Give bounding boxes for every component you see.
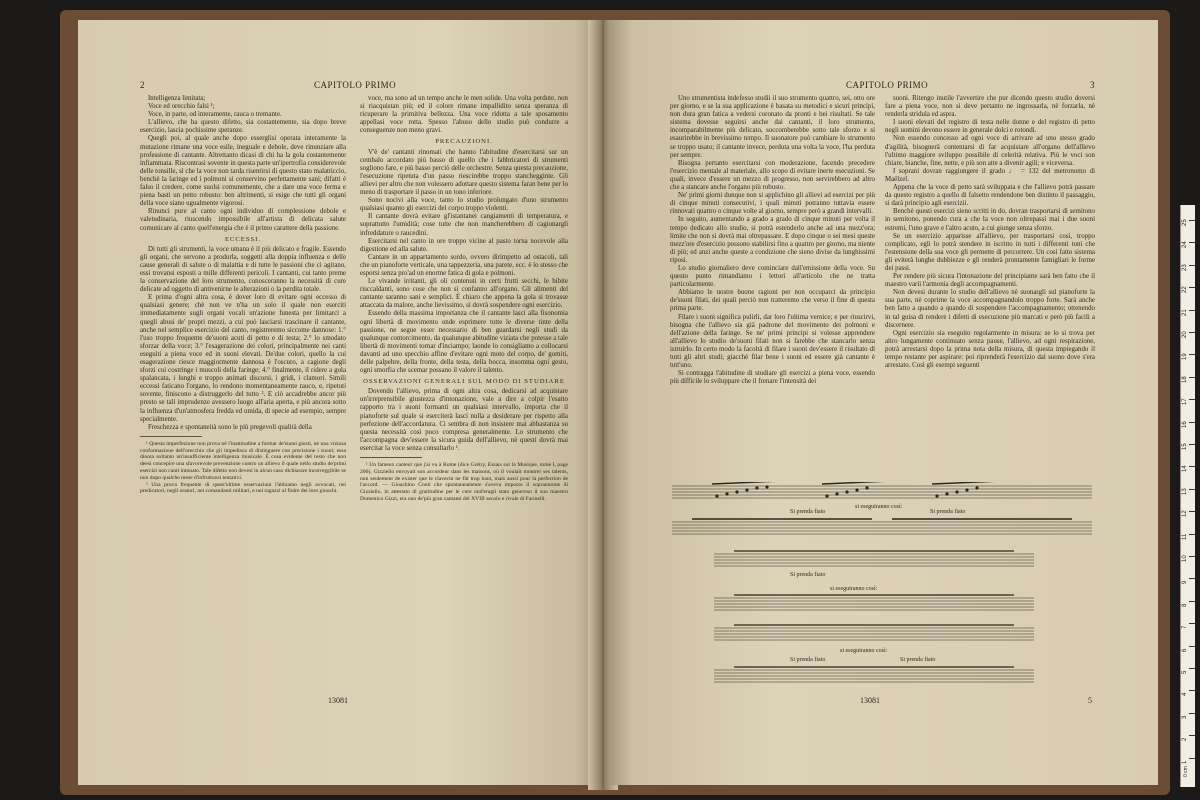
ruler-number: 22 (1182, 286, 1188, 294)
left-running-head: CAPITOLO PRIMO (314, 80, 397, 90)
left-plate-number: 13081 (328, 696, 348, 705)
music-staff (714, 666, 1044, 686)
paragraph: Freschezza e spontaneità sono le più pregevoli qualità della (148, 423, 312, 431)
ruler-number: 23 (1182, 264, 1188, 271)
music-example-2 (672, 518, 1102, 538)
paragraph: Abbiamo le nostre buone ragioni per non occuparci da principio de'suoni filati, dei quali perciò non tratteremo che verso il fine di questa prima parte. (670, 289, 875, 313)
music-label-breath: Si prenda fiato (930, 509, 966, 515)
music-label-breath: Si prenda fiato (900, 657, 936, 663)
right-page-number: 3 (1090, 80, 1095, 90)
paragraph: In seguito, aumentando a grado a grado di cinque minuti per volta il tempo dedicato allo studio, si potrà estenderlo anche ad una mezz'ora; limite che non si dovrà mai oltrepassare. E dopo cinque o sei mesi queste mezz'ore d'esercizio possono stabilirsi fino a quattro per giorno, ma niente di più; ed anzi anche queste a condizione che sieno divise da lunghissimi riposi. (670, 216, 875, 264)
ruler-tick (1189, 758, 1195, 759)
ruler-tick (1189, 668, 1195, 669)
ruler-number: 7 (1182, 625, 1188, 630)
music-example-1 (672, 482, 1102, 502)
ruler-tick (1189, 735, 1195, 736)
paragraph: Bisogna pertanto esercitarsi con moderazione, facendo precedere l'esercizio mentale al materiale, allo scopo di evitare inerte esecuzioni. Se quali, invece d'essere un mezzo di progresso, non servirebbero ad altro che a stancare anche l'organo più robusto. (670, 159, 875, 192)
paragraph: Non devesi durante lo studio dell'allievo nè suonargli sul pianoforte la sua parte, nè coprirne la voce accompagnandolo troppo forte. Sarà anche ben fatto a quando a quando di sospendere l'accompagnamento; ottenendo in tal guisa di rendere i difetti di esecuzione più marcati e però più facili a discernere. (885, 289, 1095, 329)
ruler-tick (1189, 601, 1195, 602)
ruler-number: 10 (1182, 555, 1188, 562)
footnote-rule (140, 436, 202, 437)
paragraph: V'è de' cantanti rinomati che hanno l'abitudine d'esercitarsi sur un cembalo accordato più basso di quello che i fabbricatori di strumenti sogliono fare, e più basso perciò delle orchestre. Senza questa precauzione, l'esecuzione ripetuta d'un passo riescirebbe troppo stanchegginte. Gli allievi per altro che non volessero adottare questo sistema faran bene per lo meno di trasportare il passo in un tono inferiore. (360, 148, 568, 197)
ruler-tick (1189, 489, 1195, 490)
music-label-breath: Si prenda fiato (790, 509, 826, 515)
ruler-number: 21 (1182, 308, 1188, 316)
ruler-tick (1189, 265, 1195, 266)
section-heading: PRECAUZIONI. (435, 138, 493, 146)
ruler-tick (1189, 332, 1195, 333)
ruler-tick (1189, 287, 1195, 288)
footnote: ² Una prova frequente di quest'ultime osservazioni l'abbiamo negli avvocati, nei predicatori, negli oratori, nei comandanti militari, e nei ragazzi al finire dei loro giuochi. (140, 481, 346, 495)
paragraph: Appena che la voce di petto sarà sviluppata e che l'allievo potrà passare da questo registro a quello di falsetto rendendone ben distinto il passaggio, si darà principio agli esercizii. (885, 184, 1095, 208)
ruler-number: 11 (1182, 533, 1188, 540)
ruler-number: 14 (1182, 465, 1188, 473)
paragraph: Dovendo l'allievo, prima di ogni altra cosa, dedicarsi ad acquistare un'irreprensibile giustezza d'intonazione, vale a dire a colpir l'esatto rapporto tra i suoni formanti un qualsiasi intervallo, importa che il pianoforte sul quale si eserciterà lasci nulla a desiderare per rispetto alla perfezione dell'accordatura. Ci sembra di non insistere mai abbastanza su questa necessità così poco compresa generalmente. Lo strumento che l'accompagna dev'essere la sicura guida dell'allievo, nè questi dovrà mai esercitar la voce senza consultarlo ¹. (360, 388, 568, 452)
music-staff (672, 482, 1102, 502)
ruler-tick (1189, 220, 1195, 221)
paragraph: E prima d'ogni altra cosa, è dover loro di evitare ogni eccesso di qualsiasi genere; chè non ve n'ha un solo il quale non eserciti immediatamente sugli organi vocali un'azione funesta per limitarci a quegli abusi de' propri mezzi, a cui può lasciarsi trascinare il cantante, anche nel semplice esercizio del canto, registreremo siccome dannose: 1.° l'uso troppo frequente de'suoni acuti di petto e di testa; 2.° lo smodato sforzar della voce; 3.° l'esagerazione dei colori, principalmente nei canti eseguiti a piena voce ed in suoni elevati. De'due colori, quello la cui esagerazione riesce maggiormente dannosa è l'oscuro, a cagione degli sforzi cui costringe i muscoli della faringe; 4.° finalmente, il ridere a gola spalancata, i lunghi e troppo animati discorsi, i gridi, i clamori. Simili eccessi faticano l'organo, lo rendono momentaneamente rauco, e, ripetuti sovente, finiscono a distruggerlo del tutto ². E ciò accadrebbe ancor più presto se tali imprudenze avessero luogo all'aria aperta, e più ancora sotto la influenza d'un'atmosfera fredda ed umida, di specie ad esempio, sempre specialmente. (140, 294, 346, 423)
paragraph: Il cantante dovrà evitare gl'istantanei cangiamenti di temperatura, e soprattutto l'umidità; cose tutte che non mancherebbero di cagionargli infreddature o raucedini. (360, 213, 568, 237)
paragraph: Se un esercizio apparisse all'allievo, per trasportarsi così, troppo complicato, egli lo potrà stendere in iscritto in tutti i differenti toni che l'estensione della sua voce gli permette di percorrere. Un così fatto sistema gli eviterà lunghe dubbiezze e gli renderà prontamente famigliari le forme dei passi. (885, 232, 1095, 272)
music-staff (714, 624, 1044, 644)
right-column-2 (885, 95, 1095, 490)
paragraph: Cantare in un appartamento sordo, ovvero dirimpetto ad ostacoli, tali che un pianoforte verticale, una tappezzeria, una parete, ecc. è lo stesso che esporsi senza pro'ad un enorme fatica di gola e polmoni. (360, 253, 568, 277)
right-running-head: CAPITOLO PRIMO (846, 80, 929, 90)
footnote-rule (360, 457, 422, 458)
ruler-number: 2 (1182, 737, 1188, 742)
ruler-number: 1 (1182, 760, 1188, 764)
ruler-number: 9 (1182, 581, 1188, 585)
ruler-tick (1189, 511, 1195, 512)
paragraph: Ne' primi giorni dunque non si applichino gli allievi ad esercizi per più di cinque minuti consecutivi, i quali minuti potranno tuttavia essere rinnovati quattro o cinque volte al giorno, sempre però a grandi intervalli. (670, 192, 875, 216)
paragraph: Voce ed orecchio falsi ¹; (148, 103, 215, 111)
left-page (78, 20, 596, 785)
paragraph: Filare i suoni significa pulirli, dar loro l'ultima vernice; e per riuscirvi, bisogna che l'allievo sia già padrone del movimento dei polmoni e dell'azione della faringe. Se ne' primi principi si volesse apprendere all'allievo lo studio de'suoni filati non si farebbe che stancarlo senza istruirlo. In certo modo la facoltà di filare i suoni dev'essere il risultato di tutti gli altri studi; giacchè filar bene i suoni ed essere già cantante è tutt'uno. (670, 313, 875, 370)
footnote: ¹ Un fameux canteur que j'ai vu à Rome (dice Grétry, Essais sur la Musique, tome I, page 206), Gizziello envoyait son accordeur dans les maisons, où il voulait montrer ses talents, non seulement de exister que le clavecin ne fût trop haut, mais aussi pour la perfection de l'accord. — Gioachino Conti che spontaneamente s'aveva imposto il soprannome di Gizziello, in attestato di gratitudine per le cure ond'eragli stato generoso il suo maestro Domenico Gizzi, era uno de'più gran cantanti del XVIII secolo e rivale di Farinelli. (360, 462, 568, 503)
ruler-number: 13 (1182, 488, 1188, 495)
ruler-tick (1189, 646, 1195, 647)
music-label-executed: si eseguiranno così: (830, 586, 878, 592)
ruler-number: 17 (1182, 398, 1188, 406)
ruler-number: 3 (1182, 715, 1188, 719)
left-page-number: 2 (140, 80, 145, 90)
paragraph: I suoni elevati del registro di testa nelle donne e del registro di petto negli uomini devono essere in generale dolci e rotondi. (885, 119, 1095, 135)
ruler-number: 24 (1182, 241, 1188, 249)
ruler-number: 25 (1182, 219, 1188, 226)
paragraph: Benchè questi esercizi sieno scritti in do, dovran trasportarsi di semitono in semitono, ponendo cura a che la voce non oltrepassi mai i due suoni estremi, l'uno grave e l'altro acuto, a cui giunge senza sforzo. (885, 208, 1095, 232)
ruler-number: 18 (1182, 376, 1188, 383)
footnote: ¹ Questa imperfezione non prova nè l'inattitudine a formar de'suoni giusti, nè una viziosa conformazione dell'orecchio che gli impedisca di distinguere con precisione i suoni; essa dinota soltanto un'insufficiente intelligenza musicale. È cosa evidente del resto che non deesi concepire una sfavorevole prevenzione contro un allievo il quale nello studio de'primi esercizi non canti intonato. Tale difetto non devesi in alcun caso dichiarare incorreggibile se non dopo qualche mese d'infruttuosi tentativi. (140, 440, 346, 481)
ruler-tick (1189, 623, 1195, 624)
left-column-2 (360, 95, 568, 503)
music-label-executed: si eseguiranno così: (855, 504, 903, 510)
paragraph: Rinunci pure al canto ogni individuo di complessione debole e valetudinaria, riuscendo impossibile all'artista di delicata salute comunicare al canto quell'energia che è il primo carattere della passione. (140, 208, 346, 232)
paragraph: Ogni esercizio sia eseguito regolarmente in misura: se lo si trova per altro lungamente continuato senza pause, l'allievo, ad ogni respirazione, potrà arrestarsi dopo la prima nota della misura, di questa impiegando il tempo restante per aspirare: poi riprenderà l'esercizio dal suono dove s'era arrestato. Così gli esempi seguenti (885, 329, 1095, 370)
measuring-ruler (1180, 205, 1195, 787)
music-staff (714, 594, 1044, 614)
ruler-tick (1189, 556, 1195, 557)
ruler-number: 20 (1182, 331, 1188, 338)
paragraph: Intelligenza limitata; (148, 95, 206, 102)
music-staff (714, 550, 1044, 570)
right-page (610, 20, 1158, 785)
paragraph: Si contragga l'abitudine di studiare gli esercizi a piena voce, essendo più difficile lo sviluppare che il frenare l'intensità dei (670, 370, 875, 386)
paragraph: Esercitarsi nel canto in ore troppo vicine al pasto torna nocevole alla digestione ed alla salute. (360, 237, 568, 253)
ruler-number: 5 (1182, 670, 1188, 674)
ruler-number: 6 (1182, 648, 1188, 652)
music-label-breath: Si prenda fiato (790, 572, 826, 578)
music-staff (672, 518, 1102, 538)
ruler-tick (1189, 377, 1195, 378)
music-example-5 (714, 624, 1044, 644)
ruler-tick (1189, 534, 1195, 535)
music-example-4 (714, 594, 1044, 614)
music-example-3 (714, 550, 1044, 570)
ruler-tick (1189, 399, 1195, 400)
music-label-breath: Si prenda fiato (790, 657, 826, 663)
paragraph: I soprani dovran raggiungere il grado ♩ = 132 del metronomo di Maëlzel. (885, 167, 1095, 183)
section-heading: ECCESSI. (224, 235, 262, 243)
ruler-number: 15 (1182, 443, 1188, 450)
paragraph: Lo studio giornaliero deve cominciare dall'emissione della voce. Su questo punto rimandiamo i lettori all'articolo che ne tratta particolarmente. (670, 264, 875, 289)
ruler-tick (1189, 310, 1195, 311)
paragraph: Quegli poi, al quale anche dopo esserglisi operata interamente la mutazione rimane una voce esile, ineguale e debole, deve rinunziare alla professione di cantante. Altrettanto dicasi di chi ha la gola costantemente infiammata. Riscontrasi sovente in questa parte un'ipertrofia considerevole delle tonsille, sì che la voce non tarda risentirsi di questo stato malatticcio, benchè la laringe ed i polmoni si conservino perfettamente sani; difatti è falso il credere, come suolsi comunemente, che a dare una voce ferma e piena basti un petto robusto: ben altrimenti, si esige che tutti gli organi della voce siano ugualmente vigorosi. (140, 135, 346, 208)
music-example-6 (714, 666, 1044, 686)
paragraph: voce, ma sono ad un tempo anche le men solide. Una volta perdute, non si riacquistan più; ed il colore rimane impallidito senza speranza di ricuperare la primitiva bellezza. Una voce ridotta a tale sposamento appellasi voce rotta. Spesso l'abuso dello studio può condurre a conseguenze non meno gravi. (360, 95, 568, 135)
paragraph: Le vivande irritanti, gli oli contenuti in certi frutti secchi, le bibite risccaldanti, sono cose che non si confanno all'organo. Gli alimenti del cantante saranno sani e semplici. È chiaro che appena la gola si trovasse attaccata da malore, anche lievissimo, si dovrà sospendere ogni esercizio. (360, 278, 568, 310)
paragraph: Sono nocivi alla voce, tanto lo studio prolungato d'uno strumento qualsiasi quanto gli esercizi del corpo troppo violenti. (360, 197, 568, 213)
ruler-tick (1189, 578, 1195, 579)
right-corner-number: 5 (1088, 696, 1092, 705)
paragraph: Per rendere più sicura l'intonazione del principiante sarà ben fatto che il maestro varii l'armonia degli accompagnamenti. (885, 273, 1095, 289)
ruler-tick (1189, 444, 1195, 445)
ruler-unit-label: 0 cm (1183, 766, 1189, 777)
music-label-executed: si eseguiranno così: (840, 648, 888, 654)
paragraph: suoni. Ritengo inutile l'avvertire che pur dicendo questo studio doversi fare a piena voce, non si deve pertanto ne ingrossarla, nè forzarla, nè renderla stridula ed aspra. (885, 95, 1095, 119)
section-heading: OSSERVAZIONI GENERALI SUL MODO DI STUDIARE (363, 378, 565, 386)
ruler-tick (1189, 422, 1195, 423)
ruler-tick (1189, 690, 1195, 691)
ruler-number: 8 (1182, 603, 1188, 607)
paragraph: Non essendo concesso ad ogni voce di arrivare ad uno stesso grado d'agilità, bisognerà contentarsi di far acquistare all'organo dell'allievo l'ultimo maggiore sviluppo possibile di celerità relativa. Più le voci son chiare, bianche, fine, nette, e più son atte a divenir agili; e viceversa. (885, 135, 1095, 167)
ruler-tick (1189, 242, 1195, 243)
paragraph: Voce, in parte, od interamente, rauca o tremante. (148, 111, 282, 119)
ruler-number: 19 (1182, 353, 1188, 361)
ruler-number: 16 (1182, 420, 1188, 428)
paragraph: Essendo della massima importanza che il cantante lasci alla fisonomia ogni libertà di movimento onde esprimere tutte le diverse tinte della passione, ne segue esser necessario di ben guardarsi negli studi da qualunque contorcimento, da qualunque abitudine viziata che potesse a tale libertà di movimenti tornar d'inciampo; laonde lo consigliamo a collocarsi davanti ad uno specchio affine d'evitare ogni moto del corpo, de' gomiti, delle palpebre, della fronte, della testa, della bocca, insomma ogni gesto, ogni smorfia che scemar possano il valore il talento. (360, 310, 568, 375)
right-plate-number: 13081 (860, 696, 880, 705)
right-column-1 (670, 95, 875, 490)
ruler-number: 4 (1182, 693, 1188, 697)
ruler-number: 12 (1182, 510, 1188, 518)
ruler-tick (1189, 354, 1195, 355)
paragraph: Uno strumentista indefesso studii il suo strumento quattro, sei, otto ore per giorno, e se la sua applicazione è basata su metodici e sicuri principi, non dura gran fatica a vedersi coronato da pronti e bei risultati. Se tale sistema dovesse seguirsi anche dai cantanti, il loro strumento, incomparabilmente più delicato, soccomberebbe sotto tale sforzo e si esaurirebbe in brevissimo tempo. Il suonatore può cambiare lo strumento se troppo usato; il cantante invece, perduta una volta la voce, l'ha perduta per sempre. (670, 95, 875, 159)
ruler-tick (1189, 713, 1195, 714)
paragraph: Di tutti gli strumenti, la voce umana è il più delicato e fragile. Essendo gli organi, che servono a produrla, soggetti alla doppia influenza e delle cause generali di salute o di malattia e di tutte le passioni che ci agitano, essi trovansi esposti a mille differenti pericoli. I cantanti, cui tanto preme la conservazione del loro strumento, conosceranno la necessità di cure delicate ad oggetto di antivenirne le alterazioni o la perdita totale. (140, 245, 346, 294)
paragraph: L'allievo, che ha questo difetto, sia costantemente, sia dopo breve esercizio, lascia pochissime speranze. (140, 119, 346, 135)
ruler-tick (1189, 466, 1195, 467)
left-column-1 (140, 95, 346, 495)
